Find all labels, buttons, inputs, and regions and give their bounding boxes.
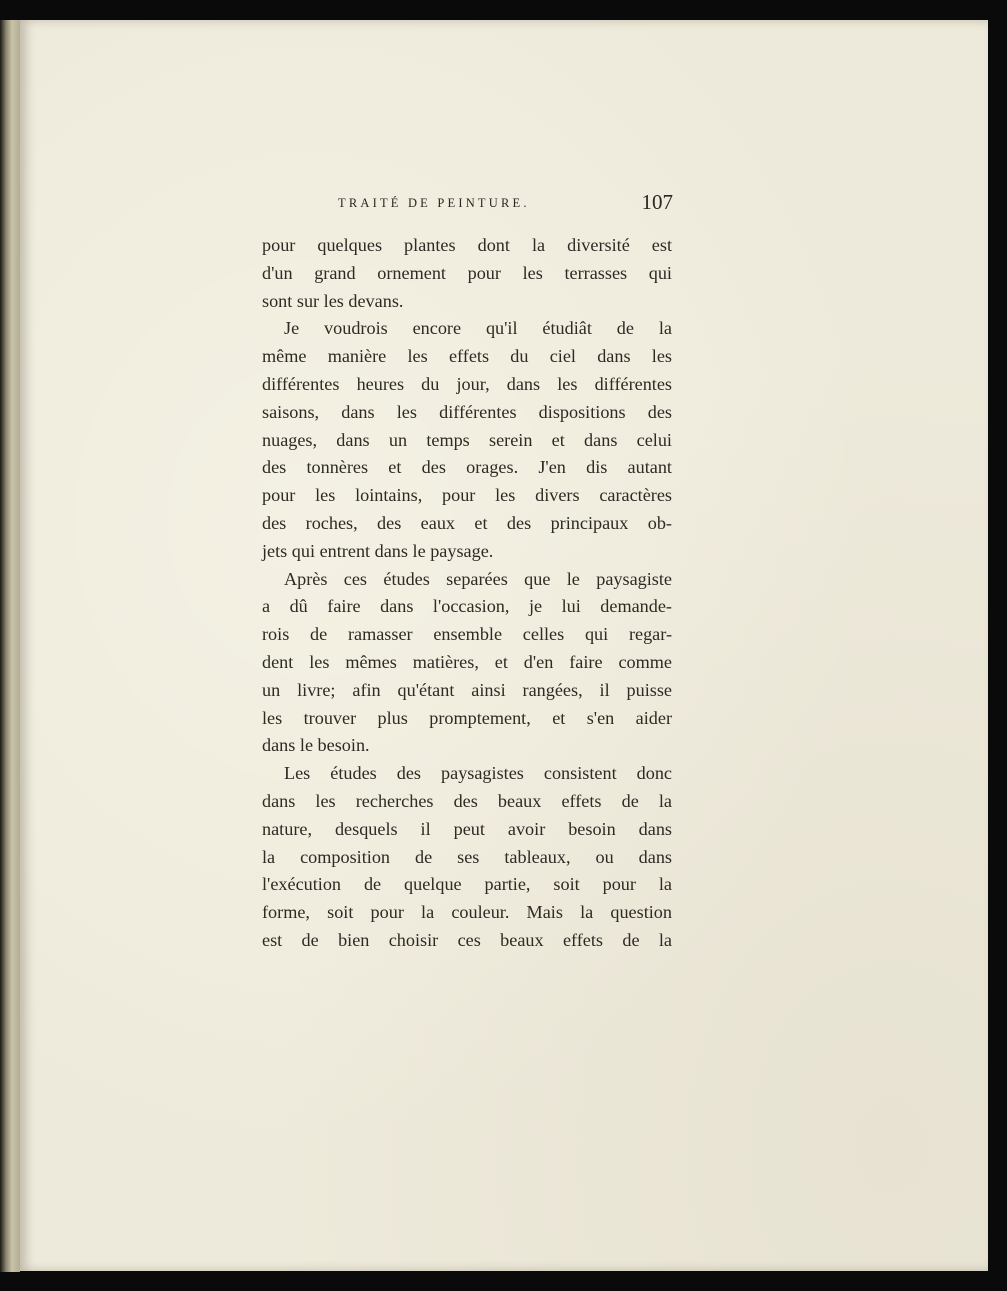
- text-line: un livre; afin qu'étant ainsi rangées, il puisse: [262, 679, 672, 700]
- text-line: nature, desquels il peut avoir besoin dans: [262, 818, 672, 839]
- page-number: 107: [641, 190, 673, 214]
- book-spine-edge: [0, 20, 20, 1272]
- text-line: dans le besoin.: [262, 735, 370, 756]
- text-line: sont sur les devans.: [262, 290, 404, 311]
- text-line: saisons, dans les différentes dispositions des: [262, 401, 672, 422]
- text-line: pour quelques plantes dont la diversité est: [262, 235, 672, 255]
- text-line: dans les recherches des beaux effets de la: [262, 790, 672, 811]
- text-line: l'exécution de quelque partie, soit pour la: [262, 874, 672, 895]
- text-line: rois de ramasser ensemble celles qui regar-: [262, 624, 672, 645]
- text-line: Après ces études separées que le paysagiste: [284, 568, 672, 589]
- text-line: forme, soit pour la couleur. Mais la question: [262, 902, 672, 923]
- text-line: des tonnères et des orages. J'en dis autant: [262, 457, 672, 478]
- text-line: des roches, des eaux et des principaux ob-: [262, 512, 672, 533]
- text-line: a dû faire dans l'occasion, je lui demande-: [262, 596, 672, 617]
- running-title: TRAITÉ DE PEINTURE.: [338, 196, 530, 210]
- text-line: différentes heures du jour, dans les différentes: [262, 373, 672, 394]
- text-line: nuages, dans un temps serein et dans celui: [262, 429, 672, 450]
- text-line: les trouver plus promptement, et s'en aider: [262, 707, 672, 728]
- text-line: Les études des paysagistes consistent donc: [284, 763, 672, 784]
- page-header: [338, 190, 673, 216]
- text-line: Je voudrois encore qu'il étudiât de la: [284, 318, 672, 339]
- text-line: la composition de ses tableaux, ou dans: [262, 846, 672, 867]
- text-line: jets qui entrent dans le paysage.: [262, 540, 494, 561]
- text-line: pour les lointains, pour les divers caractères: [262, 485, 672, 506]
- text-line: d'un grand ornement pour les terrasses qui: [262, 262, 672, 283]
- text-line: même manière les effets du ciel dans les: [262, 346, 672, 367]
- text-line: dent les mêmes matières, et d'en faire comme: [262, 651, 672, 672]
- body-text: [262, 232, 672, 955]
- text-line: est de bien choisir ces beaux effets de la: [262, 929, 672, 950]
